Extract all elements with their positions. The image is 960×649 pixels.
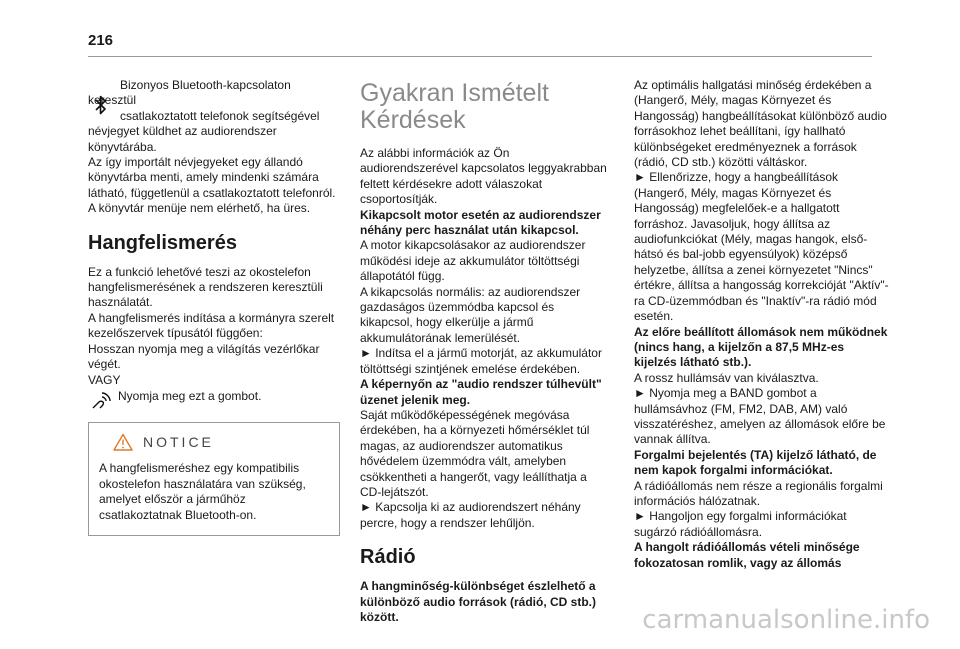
- notice-text: A hangfelismeréshez egy kompatibilis okostelefon használatára van szükség, amelyet először a járműhöz csatlakoztatnak Bluetooth-on.: [99, 461, 306, 522]
- radio-question-2: Az előre beállított állomások nem működnek (nincs hang, a kijelzőn a 87,5 MHz-es kijelzés látható stb.).: [634, 324, 888, 370]
- notice-title: NOTICE: [143, 433, 214, 450]
- radio-answer-3a: A rádióállomás nem része a regionális forgalmi információs hálózatnak.: [634, 478, 883, 508]
- radio-answer-2b: ► Nyomja meg a BAND gombot a hullámsávhoz (FM, FM2, DAB, AM) való visszatéréshez, amelyen az állomások előre be vannak állítva.: [634, 386, 886, 447]
- voice-lever-text: Hosszan nyomja meg a világítás vezérlőkar végét.: [88, 341, 320, 372]
- radio-question-1: A hangminőség-különbséget észlelhető a különböző audio források (rádió, CD stb.) között.: [360, 579, 597, 624]
- sound-settings-instruction: ► Ellenőrizze, hogy a hangbeállítások (Hangerő, Mély, magas Környezet és Hangosság) megfelelőek-e a hallgatott forráshoz. Javasoljuk, hogy állítsa az audiofunkciókat (Mély, magas hangok, első-hátsó és bal-jobb egyensúlyok) középső helyzetbe, állítsa a zenei környezetet "Nincs" értékre, állítsa a hangosság korrekcióját "Aktív"-ra CD-üzemmódban és "Inaktív"-ra rádió mód esetén.: [634, 170, 889, 324]
- section-heading-voice: Hangfelismerés: [88, 231, 237, 254]
- faq-question-1: Kikapcsolt motor esetén az audiorendszer néhány perc használat után kikapcsol.: [360, 207, 601, 238]
- faq-heading: Gyakran Ismételt Kérdések: [360, 79, 549, 134]
- sound-settings-text: Az optimális hallgatási minőség érdekében a (Hangerő, Mély, magas Környezet és Hangosság) hangbeállításokat különböző audio forrásokhoz lehet beállítani, így hallható különbségeket eredményeznek a források (rádió, CD stb.) közötti váltáskor.: [634, 78, 887, 170]
- faq-answer-2b: ► Kapcsolja ki az audiorendszert néhány percre, hogy a rendszer lehűljön.: [360, 500, 581, 530]
- or-text: VAGY: [88, 372, 121, 387]
- radio-question-4: A hangolt rádióállomás vételi minősége fokozatosan romlik, vagy az állomás: [634, 540, 860, 570]
- notice-header: [113, 433, 329, 451]
- bluetooth-icon: [94, 94, 108, 116]
- voice-button-text: Nyomja meg ezt a gombot.: [118, 388, 262, 403]
- faq-answer-1c: ► Indítsa el a jármű motorját, az akkumulátor töltöttségi szintjének emelése érdekében.: [360, 346, 602, 376]
- voice-button-row: [88, 389, 340, 404]
- column-right: [634, 78, 889, 571]
- radio-answer-3b: ► Hangoljon egy forgalmi információkat sugárzó rádióállomásra.: [634, 509, 847, 539]
- faq-answer-1a: A motor kikapcsolásakor az audiorendszer működési ideje az akkumulátor töltöttségi állapotától függ.: [360, 238, 586, 284]
- voice-command-icon: [90, 388, 112, 410]
- faq-intro: Az alábbi információk az Ön audiorendszerével kapcsolatos leggyakrabban feltett kérdésekre adott válaszokat csoportosítják.: [360, 146, 607, 207]
- column-middle: [360, 78, 610, 625]
- warning-icon: [113, 433, 133, 451]
- notice-box: [88, 422, 340, 536]
- column-left: [88, 78, 340, 536]
- empty-menu-text: A könyvtár menüje nem elérhető, ha üres.: [88, 201, 311, 216]
- radio-question-3: Forgalmi bejelentés (TA) kijelző látható, de nem kapok forgalmi információkat.: [634, 447, 877, 478]
- voice-start-text: A hangfelismerés indítása a kormányra szerelt kezelőszervek típusától függően:: [88, 310, 335, 341]
- voice-intro-text: Ez a funkció lehetővé teszi az okostelefon hangfelismerésének a rendszeren keresztüli használatát.: [88, 264, 323, 310]
- bluetooth-paragraph: [88, 78, 340, 155]
- bluetooth-text-rest: csatlakoztatott telefonok segítségével névjegyet küldhet az audiorendszer könyvtárába.: [88, 108, 320, 154]
- bluetooth-text-first: Bizonyos Bluetooth-kapcsolaton keresztül: [88, 78, 291, 108]
- faq-answer-2a: Saját működőképességének megóvása érdekében, ha a környezeti hőmérséklet túl magas, az audiorendszer automatikus hővédelem üzemmódra vált, amelyben csökkentheti a hangerőt, vagy leállíthatja a CD-lejátszót.: [360, 407, 590, 499]
- watermark: carmanualsonline.info: [642, 605, 930, 635]
- page-number: 216: [88, 32, 114, 49]
- faq-question-2: A képernyőn az "audio rendszer túlhevült" üzenet jelenik meg.: [360, 377, 602, 407]
- section-heading-radio: Rádió: [360, 546, 416, 569]
- import-text: Az így importált névjegyeket egy állandó könyvtárba menti, amely mindenki számára látható, függetlenül a csatlakoztatott telefonról.: [88, 155, 336, 200]
- faq-answer-1b: A kikapcsolás normális: az audiorendszer gazdaságos üzemmódba kapcsol és kikapcsol, hogy elkerülje a jármű akkumulátorának lemerülését.: [360, 284, 581, 345]
- header-divider: [88, 56, 872, 57]
- radio-answer-2a: A rossz hullámsáv van kiválasztva.: [634, 370, 819, 385]
